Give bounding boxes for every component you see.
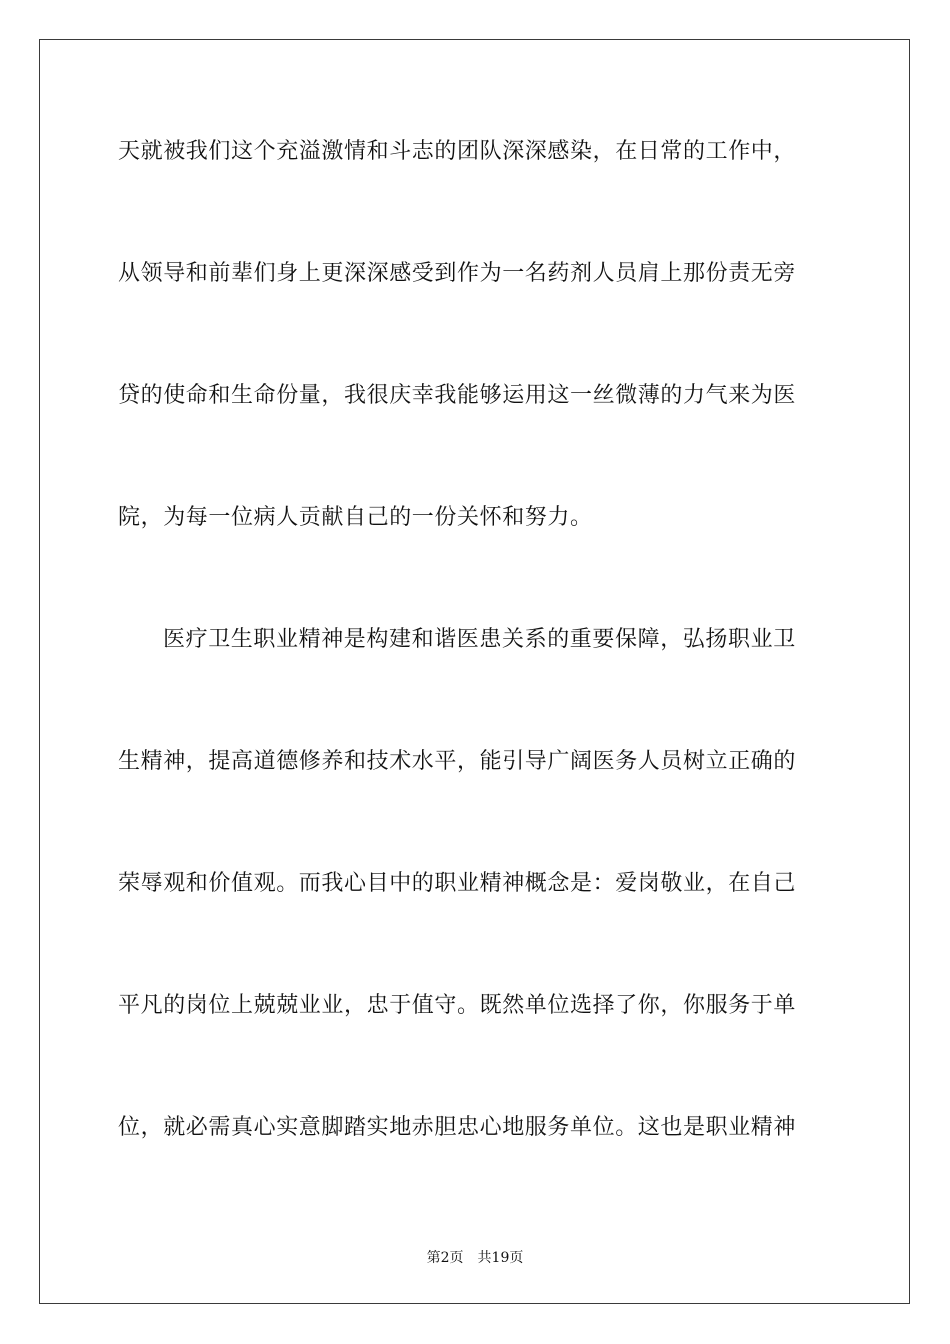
text-line: 贷的使命和生命份量，我很庆幸我能够运用这一丝微薄的力气来为医	[118, 383, 797, 408]
text-line: 天就被我们这个充溢激情和斗志的团队深深感染，在日常的工作中，	[118, 139, 797, 164]
page-total: 共19页	[477, 1250, 524, 1266]
page-number: 第2页	[426, 1250, 464, 1266]
page-footer	[0, 1247, 950, 1267]
text-line: 位，就必需真心实意脚踏实地赤胆忠心地服务单位。这也是职业精神	[118, 1115, 797, 1140]
text-line: 平凡的岗位上兢兢业业，忠于值守。既然单位选择了你，你服务于单	[118, 993, 797, 1018]
text-line: 院，为每一位病人贡献自己的一份关怀和努力。	[118, 505, 593, 530]
paragraph-first-line: 医疗卫生职业精神是构建和谐医患关系的重要保障，弘扬职业卫	[163, 627, 796, 652]
text-line: 荣辱观和价值观。而我心目中的职业精神概念是：爱岗敬业，在自己	[118, 871, 797, 896]
text-line: 生精神，提高道德修养和技术水平，能引导广阔医务人员树立正确的	[118, 749, 797, 774]
text-line: 从领导和前辈们身上更深深感受到作为一名药剂人员肩上那份责无旁	[118, 261, 797, 286]
